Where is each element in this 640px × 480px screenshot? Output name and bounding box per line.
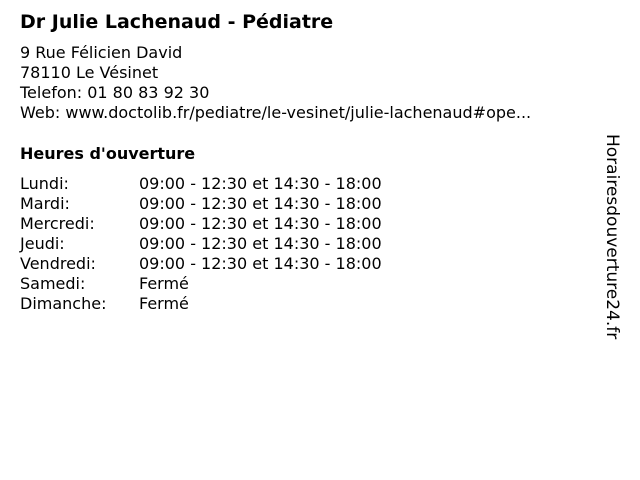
hours-day: Lundi:	[20, 174, 69, 193]
page-title: Dr Julie Lachenaud - Pédiatre	[20, 11, 334, 33]
hours-day: Samedi:	[20, 274, 86, 293]
phone-text: Telefon: 01 80 83 92 30	[20, 83, 210, 102]
hours-time: Fermé	[139, 274, 189, 293]
hours-time: 09:00 - 12:30 et 14:30 - 18:00	[139, 194, 382, 213]
website-text: Web: www.doctolib.fr/pediatre/le-vesinet/julie-lachenaud#ope...	[20, 103, 532, 122]
hours-day: Mardi:	[20, 194, 70, 213]
hours-time: 09:00 - 12:30 et 14:30 - 18:00	[139, 234, 382, 253]
address-street: 9 Rue Félicien David	[20, 43, 183, 62]
hours-day: Jeudi:	[20, 234, 65, 253]
hours-day: Vendredi:	[20, 254, 96, 273]
site-watermark: Horairesdouverture24.fr	[602, 134, 622, 340]
hours-day: Dimanche:	[20, 294, 107, 313]
hours-day: Mercredi:	[20, 214, 95, 233]
address-city: 78110 Le Vésinet	[20, 63, 159, 82]
hours-time: Fermé	[139, 294, 189, 313]
hours-time: 09:00 - 12:30 et 14:30 - 18:00	[139, 214, 382, 233]
hours-time: 09:00 - 12:30 et 14:30 - 18:00	[139, 254, 382, 273]
contact-block	[20, 43, 531, 123]
hours-time: 09:00 - 12:30 et 14:30 - 18:00	[139, 174, 382, 193]
hours-heading: Heures d'ouverture	[20, 144, 196, 163]
